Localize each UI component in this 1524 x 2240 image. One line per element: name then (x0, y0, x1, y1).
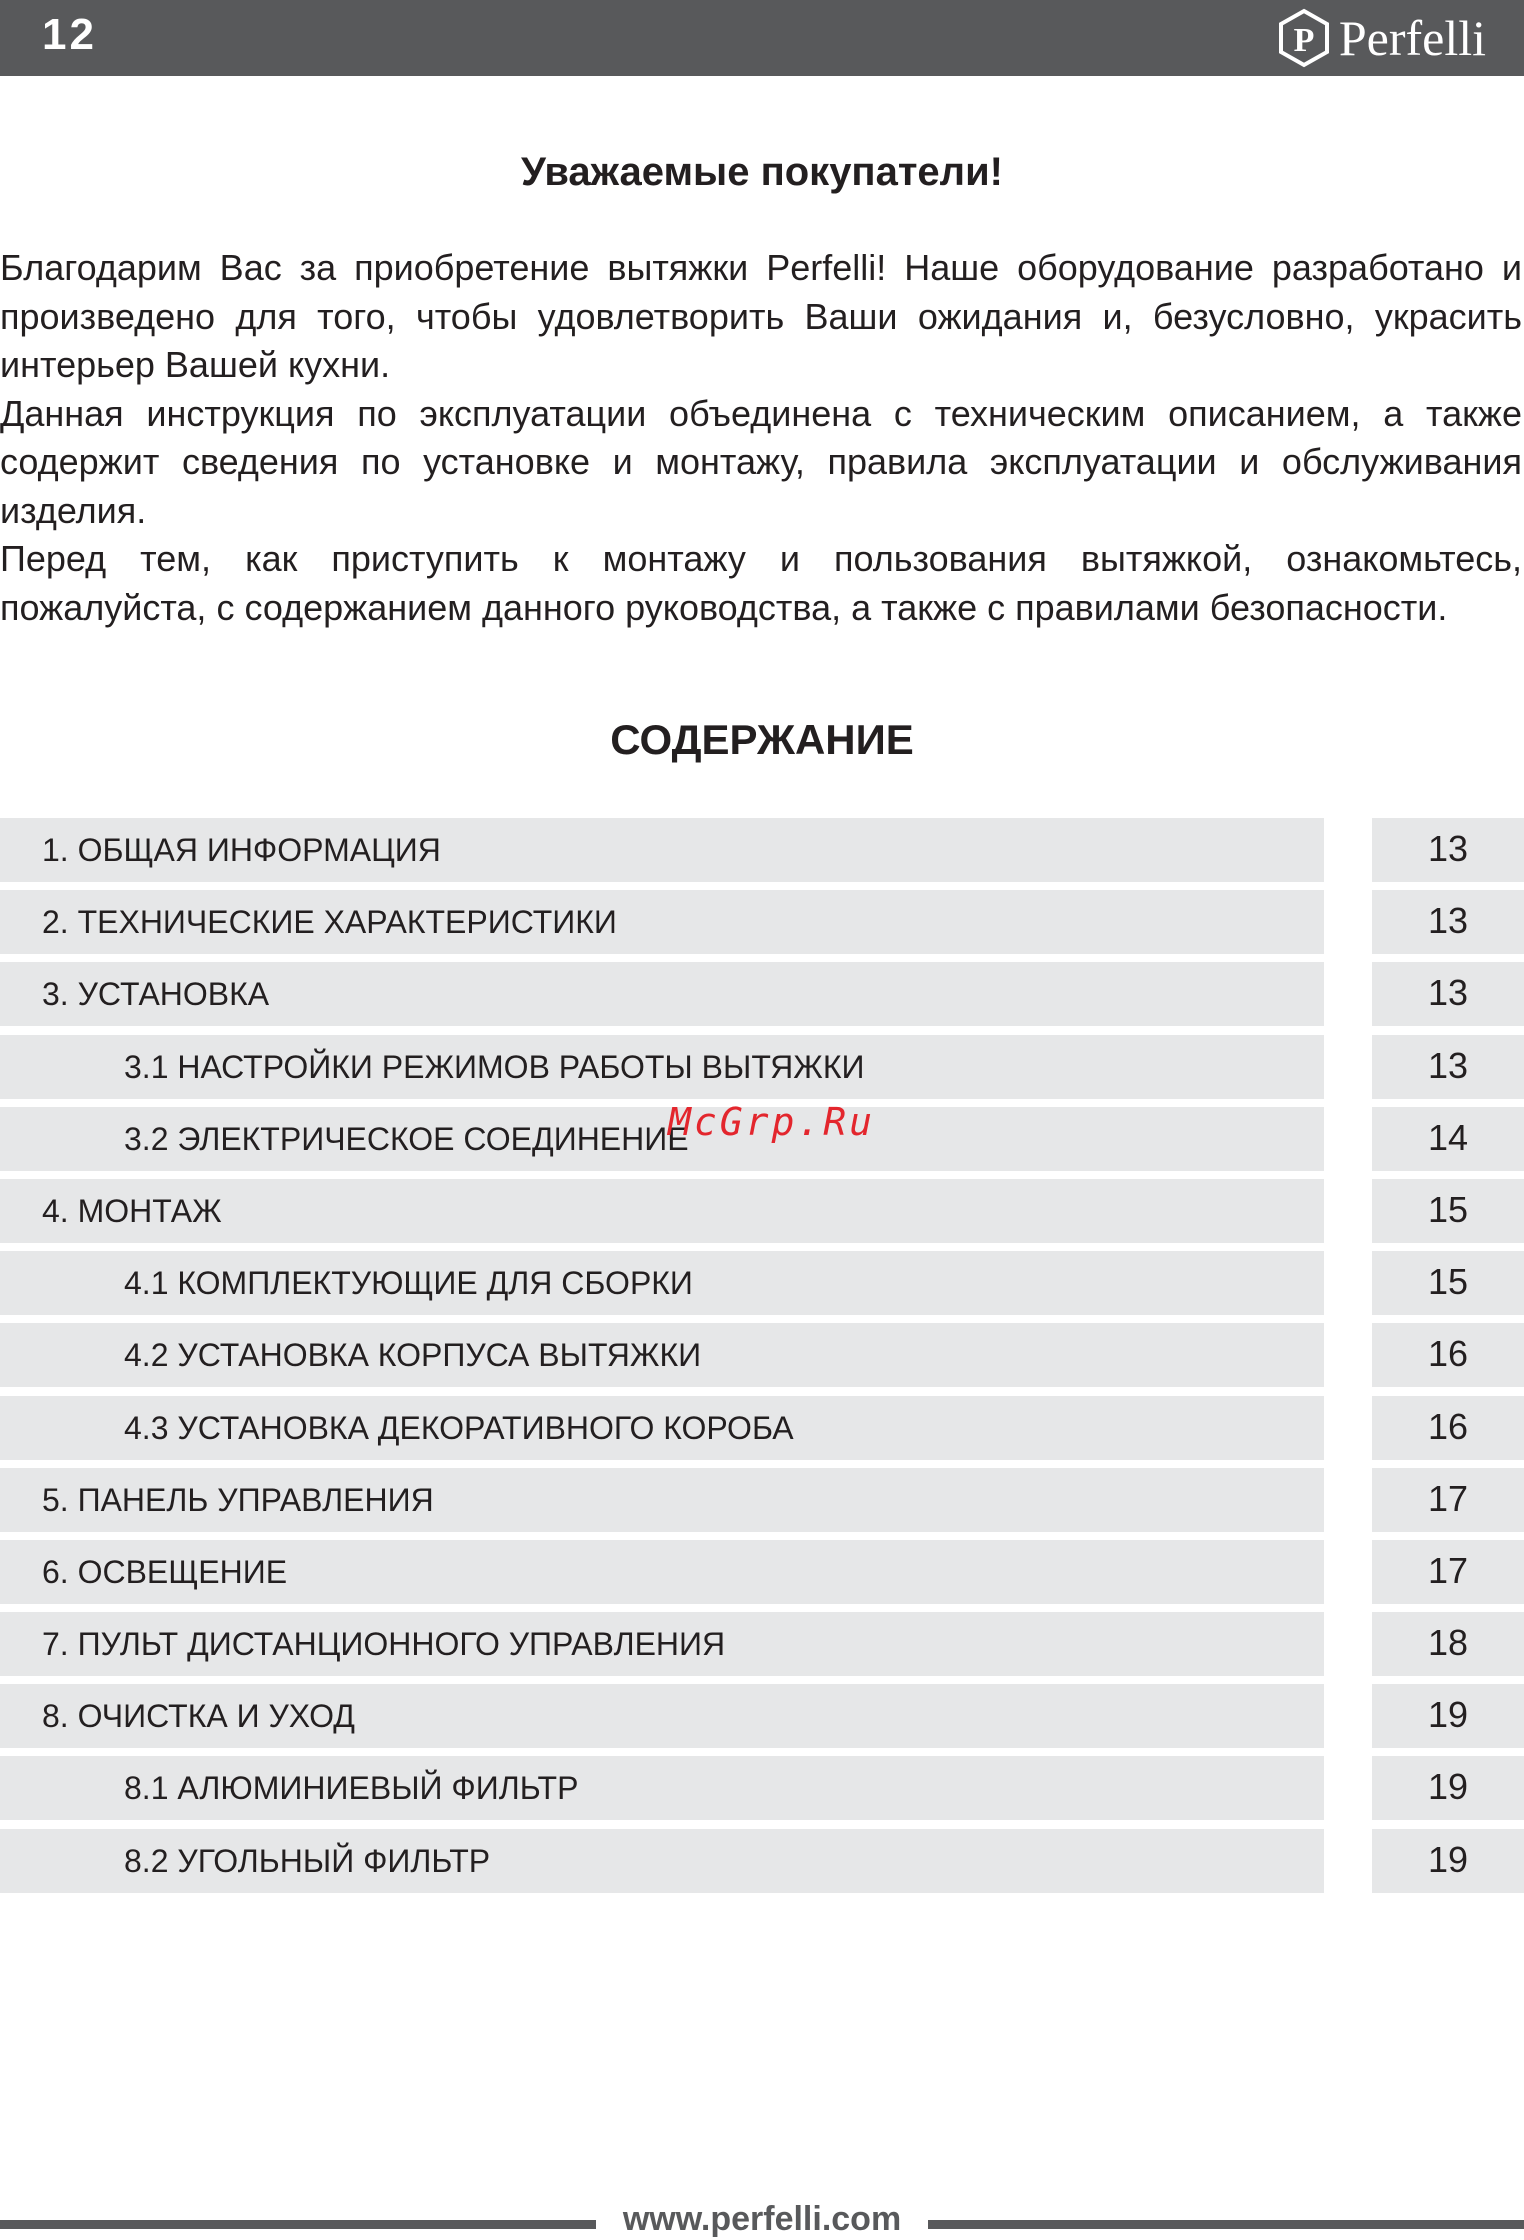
toc-item-label: 6. ОСВЕЩЕНИЕ (0, 1540, 1324, 1604)
toc-item-page: 15 (1372, 1251, 1524, 1315)
perfelli-logo-icon (1277, 8, 1331, 68)
toc-item-page: 16 (1372, 1323, 1524, 1387)
watermark: McGrp.Ru (668, 1100, 876, 1144)
toc-row[interactable] (0, 1468, 1524, 1540)
toc-item-label: 4.3 УСТАНОВКА ДЕКОРАТИВНОГО КОРОБА (0, 1396, 1324, 1460)
toc-row[interactable] (0, 1612, 1524, 1684)
page-header (0, 0, 1524, 76)
toc-item-page: 14 (1372, 1107, 1524, 1171)
toc-item-label: 5. ПАНЕЛЬ УПРАВЛЕНИЯ (0, 1468, 1324, 1532)
toc-title: СОДЕРЖАНИЕ (610, 716, 914, 763)
toc-item-page: 19 (1372, 1756, 1524, 1820)
toc-row[interactable] (0, 818, 1524, 890)
toc-item-page: 13 (1372, 962, 1524, 1026)
intro-text (0, 244, 1522, 632)
toc-item-page: 13 (1372, 1035, 1524, 1099)
intro-paragraph: Перед тем, как приступить к монтажу и пользования вытяжкой, ознакомьтесь, пожалуйста, с содержанием данного руководства, а также с правилами безопасности. (0, 538, 1522, 628)
toc-item-label: 4. МОНТАЖ (0, 1179, 1324, 1243)
brand-name: Perfelli (1338, 10, 1486, 66)
toc-row[interactable] (0, 962, 1524, 1034)
toc-row[interactable] (0, 1323, 1524, 1395)
toc-item-label: 8.1 АЛЮМИНИЕВЫЙ ФИЛЬТР (0, 1756, 1324, 1820)
footer-divider (0, 2220, 596, 2229)
toc-row[interactable] (0, 1756, 1524, 1828)
toc-row[interactable] (0, 1179, 1524, 1251)
greeting-heading: Уважаемые покупатели! (520, 150, 1003, 194)
toc-row[interactable] (0, 1540, 1524, 1612)
toc-row[interactable] (0, 890, 1524, 962)
toc-row[interactable] (0, 1035, 1524, 1107)
svg-text:P: P (1293, 22, 1315, 59)
toc-item-label: 3. УСТАНОВКА (0, 962, 1324, 1026)
footer-divider (928, 2220, 1524, 2229)
toc-item-label: 3.1 НАСТРОЙКИ РЕЖИМОВ РАБОТЫ ВЫТЯЖКИ (0, 1035, 1324, 1099)
toc-item-label: 4.2 УСТАНОВКА КОРПУСА ВЫТЯЖКИ (0, 1323, 1324, 1387)
toc-item-label: 8.2 УГОЛЬНЫЙ ФИЛЬТР (0, 1829, 1324, 1893)
toc-item-page: 16 (1372, 1396, 1524, 1460)
toc-item-page: 17 (1372, 1468, 1524, 1532)
toc-item-label: 3.2 ЭЛЕКТРИЧЕСКОЕ СОЕДИНЕНИЕ (0, 1107, 1324, 1171)
intro-paragraph: Благодарим Вас за приобретение вытяжки Perfelli! Наше оборудование разработано и произведено для того, чтобы удовлетворить Ваши ожидания и, безусловно, украсить интерьер Вашей кухни. (0, 247, 1522, 385)
toc-item-label: 4.1 КОМПЛЕКТУЮЩИЕ ДЛЯ СБОРКИ (0, 1251, 1324, 1315)
toc-item-page: 17 (1372, 1540, 1524, 1604)
toc-item-label: 7. ПУЛЬТ ДИСТАНЦИОННОГО УПРАВЛЕНИЯ (0, 1612, 1324, 1676)
table-of-contents (0, 818, 1524, 1901)
toc-row[interactable] (0, 1684, 1524, 1756)
toc-item-page: 13 (1372, 818, 1524, 882)
brand-logo (1277, 8, 1486, 68)
toc-item-page: 13 (1372, 890, 1524, 954)
toc-row[interactable] (0, 1829, 1524, 1901)
toc-row[interactable] (0, 1251, 1524, 1323)
toc-item-label: 1. ОБЩАЯ ИНФОРМАЦИЯ (0, 818, 1324, 882)
toc-item-page: 18 (1372, 1612, 1524, 1676)
intro-paragraph: Данная инструкция по эксплуатации объединена с техническим описанием, а также содержит сведения по установке и монтажу, правила эксплуатации и обслуживания изделия. (0, 392, 1522, 531)
page-number: 12 (42, 10, 97, 59)
footer-url[interactable]: www.perfelli.com (622, 2200, 902, 2238)
toc-item-page: 15 (1372, 1179, 1524, 1243)
toc-row[interactable] (0, 1396, 1524, 1468)
toc-item-page: 19 (1372, 1829, 1524, 1893)
toc-item-label: 2. ТЕХНИЧЕСКИЕ ХАРАКТЕРИСТИКИ (0, 890, 1324, 954)
page-footer (0, 2200, 1524, 2240)
toc-item-label: 8. ОЧИСТКА И УХОД (0, 1684, 1324, 1748)
toc-item-page: 19 (1372, 1684, 1524, 1748)
